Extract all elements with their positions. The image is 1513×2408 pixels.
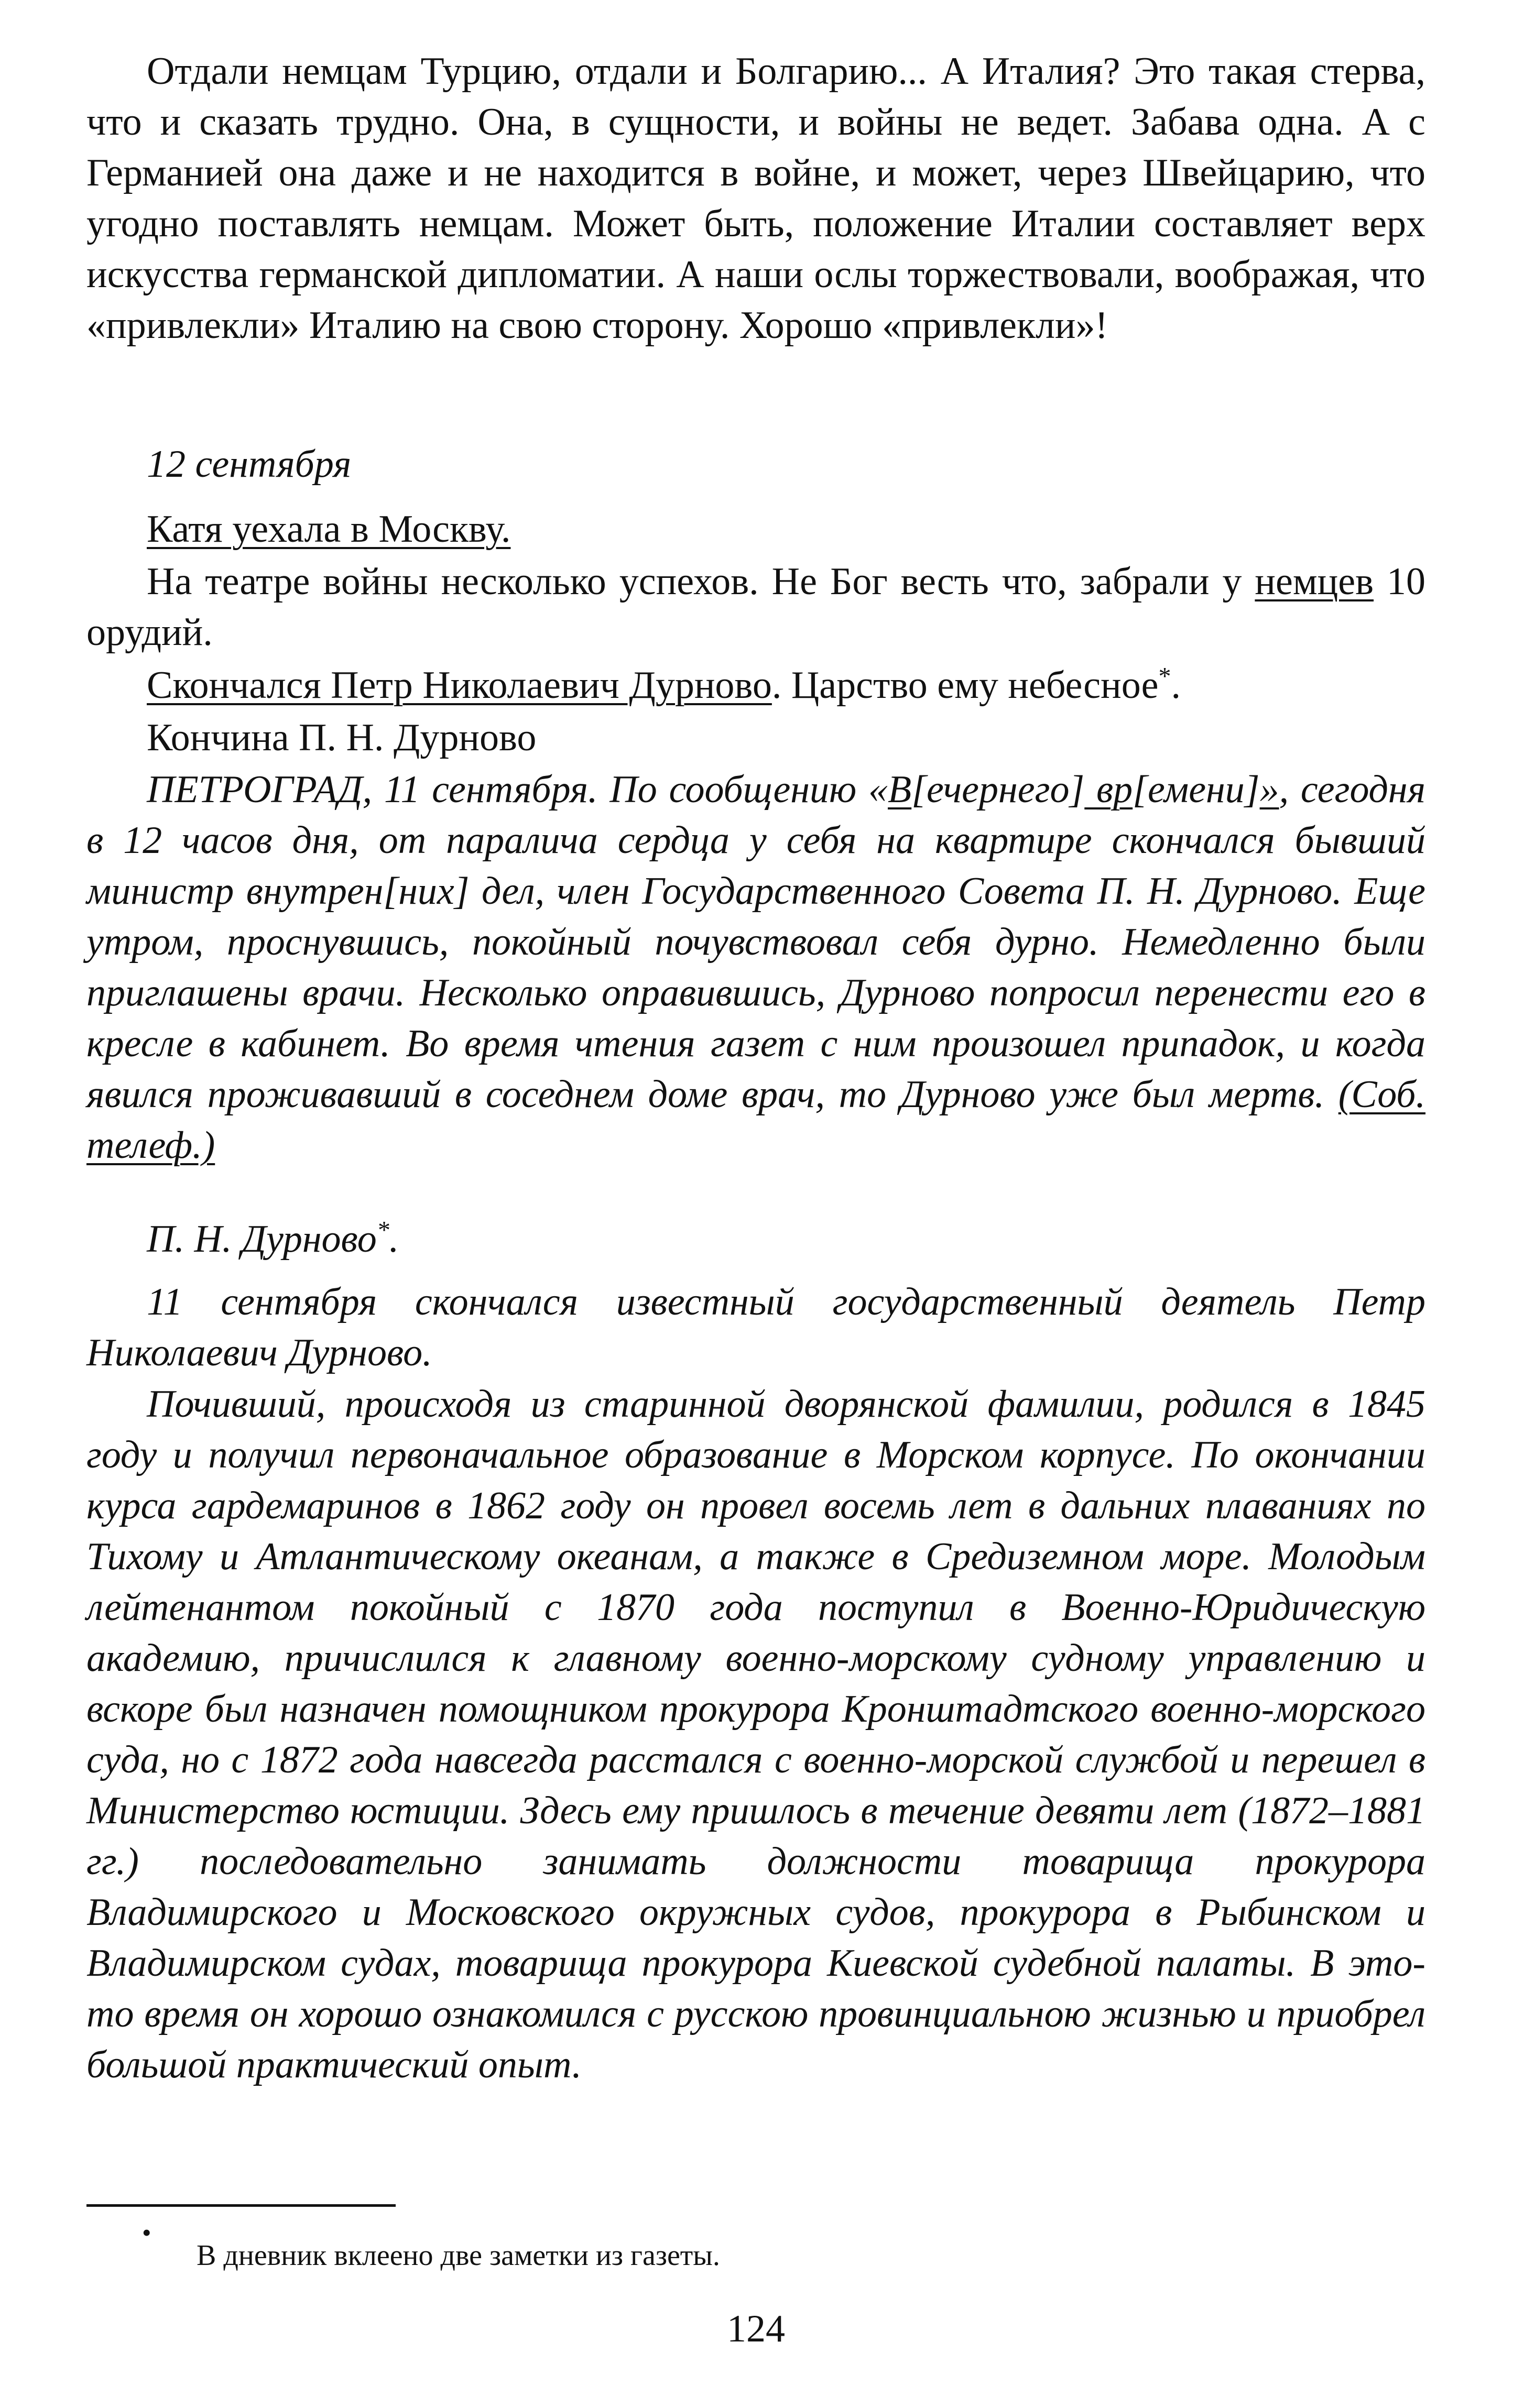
footnote-rule [86,2204,396,2207]
clipping-2-body: Почивший, происходя из старинной дворянской фамилии, родился в 1845 году и получил первоначальное образование в Морском корпусе. По окончании курса гардемаринов в 1862 году он провел восемь лет в дальних плаваниях по Тихому и Атлантическому океанам, а также в Средиземном море. Молодым лейтенантом покойный с 1870 года поступил в Военно-Юридическую академию, причислился к главному военно-морскому судному управлению и вскоре был назначен помощником прокурора Кронштадтского военно-морского суда, но с 1872 года навсегда расстался с военно-морской службой и перешел в Министерство юстиции. Здесь ему пришлось в течение девяти лет (1872–1881 гг.) последовательно занимать должности товарища прокурора Владимирского и Московского окружных судов, прокурора в Рыбинском и Владимирском судах, товарища прокурора Киевской судебной палаты. В это-то время он хорошо ознакомился с русскою провинциальною жизнью и приобрел большой практический опыт. [86,1383,1425,2086]
clip2-title-text: П. Н. Дурново [147,1218,377,1261]
clipping-heading: Кончина П. Н. Дурново [147,716,537,759]
entry-war [86,556,1425,658]
entry-date: 12 сентября [147,443,352,486]
war-text-underlined: немцев [1255,560,1374,603]
war-text-start: На театре войны несколько успехов. Не Бог весть что, забрали у [147,560,1255,603]
book-page [86,0,1425,2408]
entry-katya: Катя уехала в Москву. [147,508,511,551]
clipping-2-lead: 11 сентября скончался известный государственный деятель Петр Николаевич Дурново. [86,1280,1425,1374]
intro-paragraph: Отдали немцам Турцию, отдали и Болгарию... А Италия? Это такая стерва, что и сказать трудно. Она, в сущности, и войны не ведет. Забава одна. А с Германией она даже и не находится в войне, и может, через Швейцарию, что угодно поставлять немцам. Может быть, положение Италии составляет верх искусства германской дипломатии. А наши ослы торжествовали, воображая, что «привлекли» Италию на свою сторону. Хорошо «привлекли»! [86,50,1425,347]
war-text-end: 10 орудий. [86,560,1426,654]
clip1-u3: » [1259,768,1279,811]
clip1-lead: ПЕТРОГРАД, 11 сентября. По сообщению « [147,768,888,811]
clip1-p1: [ечернего] [911,768,1085,811]
page-number: 124 [727,2307,785,2350]
entry-death: Скончался Петр Николаевич Дурново. Царство ему небесное*. [147,662,1181,707]
clip1-u1: В [888,768,912,811]
footnote-text: В дневник вклеено две заметки из газеты. [197,2239,720,2272]
footnote-star-2: * [376,1216,389,1244]
clip1-source: (Соб. телеф.) [86,1073,1425,1167]
footnote-star: * [1158,662,1171,691]
clip1-body: , сегодня в 12 часов дня, от паралича сердца у себя на квартире скончался бывший министр внутрен[них] дел, член Государственного Совета П. Н. Дурново. Еще утром, проснувшись, покойный почувствовал себя дурно. Немедленно были приглашены врачи. Несколько оправившись, Дурново попросил перенести его в кресле в кабинет. Во время чтения газет с ним произошел припадок, и когда явился проживавший в соседнем доме врач, то Дурново уже был мертв. [86,768,1426,1116]
clip1-u2: вр [1084,768,1133,811]
clip1-p2: [емени] [1133,768,1260,811]
clipping-2-title: П. Н. Дурново*. [147,1216,399,1261]
death-underlined: Скончался Петр Николаевич Дурново [147,664,772,707]
death-rest: . Царство ему небесное [771,664,1159,707]
footnote-mark: • [142,2218,151,2247]
clipping-1-text [86,764,1425,1171]
